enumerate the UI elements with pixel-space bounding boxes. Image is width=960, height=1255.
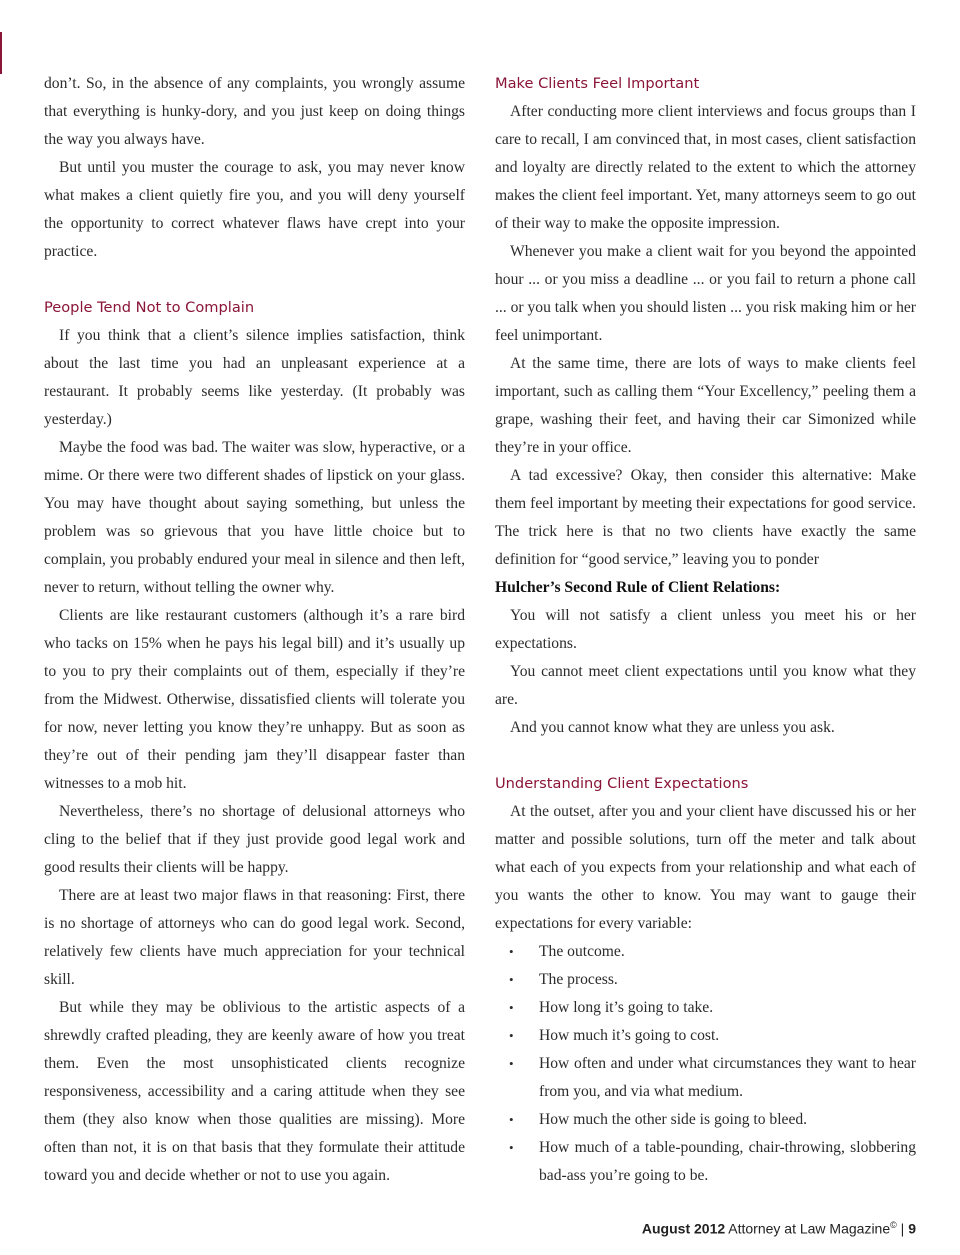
list-item-text: How often and under what circumstances they want to hear from you, and via what medium. — [539, 1055, 916, 1100]
footer-separator: | — [900, 1220, 905, 1237]
list-item-text: How much the other side is going to bleed. — [539, 1111, 808, 1128]
paragraph: Whenever you make a client wait for you beyond the appointed hour ... or you miss a deadline ... or you fail to return a phone call ... or you talk when you should listen ... you risk making him or her feel unimportant. — [495, 243, 916, 344]
bullet-icon: • — [509, 1000, 514, 1015]
paragraph: don’t. So, in the absence of any complaints, you wrongly assume that everything is hunky-dory, and you just keep on doing things the way you always have. — [44, 75, 465, 148]
paragraph: At the same time, there are lots of ways to make clients feel important, such as calling them “Your Excellency,” peeling them a grape, washing their feet, and having their car Simonized while they’re in your office. — [495, 355, 916, 456]
list-item-text: How much it’s going to cost. — [539, 1027, 720, 1044]
list-item-text: How long it’s going to take. — [539, 999, 714, 1016]
expectations-list — [495, 938, 916, 1190]
paragraph: But until you muster the courage to ask, you may never know what makes a client quietly fire you, and you will deny yourself the opportunity to correct whatever flaws have crept into your practice. — [44, 159, 465, 260]
list-item-text: How much of a table-pounding, chair-throwing, slobbering bad-ass you’re going to be. — [539, 1139, 916, 1184]
paragraph: There are at least two major flaws in that reasoning: First, there is no shortage of attorneys who can do good legal work. Second, relatively few clients have much appreciation for your technical skill. — [44, 887, 465, 988]
paragraph: Maybe the food was bad. The waiter was slow, hyperactive, or a mime. Or there were two different shades of lipstick on your glass. You may have thought about saying something, but unless the problem was so grievous that you have little choice but to complain, you probably endured your meal in silence and then left, never to return, without telling the owner why. — [44, 439, 465, 596]
page-number: 9 — [908, 1220, 916, 1237]
issue-date: August 2012 — [641, 1220, 726, 1237]
paragraph: Nevertheless, there’s no shortage of delusional attorneys who cling to the belief that if they just provide good legal work and good results their clients will be happy. — [44, 803, 465, 876]
bullet-icon: • — [509, 1140, 514, 1155]
paragraph: But while they may be oblivious to the artistic aspects of a shrewdly crafted pleading, they are keenly aware of how you treat them. Even the most unsophisticated clients recognize responsiveness, accessibility and a caring attitude when they see them (they also know when those qualities are missing). More often than not, it is on that basis that they formulate their attitude toward you and decide whether or not to use you again. — [44, 999, 465, 1184]
paragraph: If you think that a client’s silence implies satisfaction, think about the last time you had an unpleasant experience at a restaurant. It probably seems like yesterday. (It probably was yesterday.) — [44, 327, 465, 428]
magazine-name: Attorney at Law Magazine — [728, 1220, 891, 1237]
section-heading: People Tend Not to Complain — [44, 299, 255, 316]
paragraph: And you cannot know what they are unless you ask. — [510, 719, 835, 736]
right-column — [495, 70, 916, 1190]
list-item — [495, 1134, 916, 1190]
paragraph: Clients are like restaurant customers (although it’s a rare bird who tacks on 15% when he pays his legal bill) and it’s usually up to you to pry their complaints out of them, especially if they’re from the Midwest. Otherwise, dissatisfied clients will tolerate you for now, never letting you know they’re unhappy. But as soon as they’re out of their pending jam they’ll disappear faster than witnesses to a mob hit. — [44, 607, 465, 792]
list-item — [495, 938, 916, 966]
page-footer — [642, 1220, 916, 1237]
list-item-text: The outcome. — [539, 943, 625, 960]
list-item — [495, 1050, 916, 1106]
section-heading: Make Clients Feel Important — [495, 75, 700, 92]
list-item — [495, 1106, 916, 1134]
list-item — [495, 1022, 916, 1050]
bullet-icon: • — [509, 1056, 514, 1071]
copyright-mark: © — [890, 1220, 897, 1230]
list-item — [495, 966, 916, 994]
rule-title: Hulcher’s Second Rule of Client Relations: — [495, 579, 781, 596]
page-edge-mark — [0, 32, 2, 74]
section-heading: Understanding Client Expectations — [495, 775, 749, 792]
bullet-icon: • — [509, 972, 514, 987]
list-item-text: The process. — [539, 971, 618, 988]
paragraph: At the outset, after you and your client have discussed his or her matter and possible solutions, turn off the meter and talk about what each of you expects from your relationship and what each of you wants the other to know. You may want to gauge their expectations for every variable: — [495, 803, 916, 932]
bullet-icon: • — [509, 944, 514, 959]
paragraph: After conducting more client interviews and focus groups than I care to recall, I am convinced that, in most cases, client satisfaction and loyalty are directly related to the extent to which the attorney makes the client feel important. Yet, many attorneys seem to go out of their way to make the opposite impression. — [495, 103, 916, 232]
bullet-icon: • — [509, 1112, 514, 1127]
paragraph: You will not satisfy a client unless you meet his or her expectations. — [495, 607, 916, 652]
list-item — [495, 994, 916, 1022]
paragraph: A tad excessive? Okay, then consider this alternative: Make them feel important by meeting their expectations for good service. The trick here is that no two clients have exactly the same definition for “good service,” leaving you to ponder — [495, 467, 916, 568]
bullet-icon: • — [509, 1028, 514, 1043]
paragraph: You cannot meet client expectations until you know what they are. — [495, 663, 916, 708]
left-column — [44, 70, 465, 1190]
